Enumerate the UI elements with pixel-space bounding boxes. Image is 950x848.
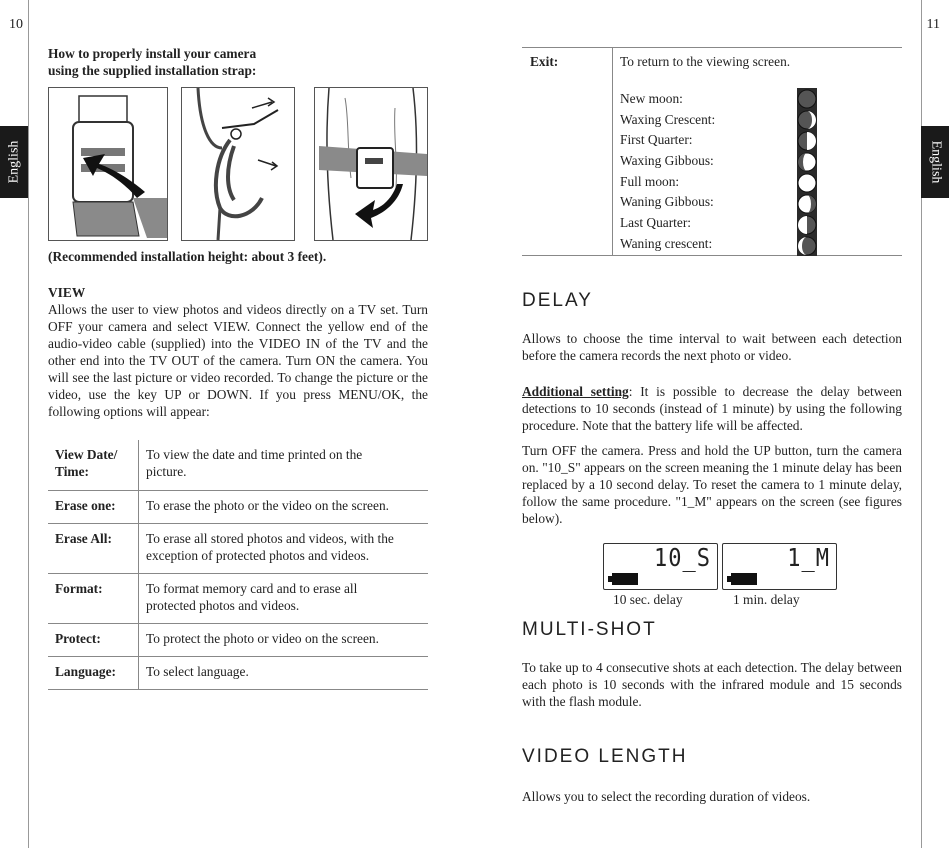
- view-options-table: [48, 440, 428, 690]
- delay-description: Allows to choose the time interval to wait between each detection before the camera records the next photo or video.: [522, 331, 902, 363]
- exit-description: To return to the viewing screen.: [620, 54, 791, 69]
- caption-1m: 1 min. delay: [733, 592, 800, 607]
- delay-procedure: Turn OFF the camera. Press and hold the UP button, turn the camera on. "10_S" appears on the screen meaning the 1 minute delay has been replaced by a 10 second delay. To reset the camera to 1 minute delay, follow the same procedure. "1_M" appears on the screen (see figures below).: [522, 443, 902, 526]
- table-row: [48, 623, 428, 656]
- battery-icon: [608, 573, 638, 585]
- page-number-right: 11: [926, 17, 940, 32]
- option-label: Format:: [48, 573, 139, 623]
- moon-phase-label: Waning Gibbous:: [620, 194, 714, 209]
- video-length-description: Allows you to select the recording duration of videos.: [522, 789, 811, 804]
- tree-strap-illustration: [314, 87, 428, 241]
- option-description: To select language.: [146, 663, 249, 679]
- additional-setting-label: Additional setting: [522, 384, 629, 399]
- exit-label: Exit:: [530, 54, 559, 69]
- exit-column-rule: [612, 47, 613, 256]
- lcd-display-1m: [722, 543, 837, 590]
- table-row: [48, 440, 428, 490]
- moon-phase-label: First Quarter:: [620, 132, 693, 147]
- left-margin-rule: [28, 0, 29, 848]
- lcd-display-10s: [603, 543, 718, 590]
- new-moon-icon: [798, 90, 816, 108]
- option-description: To view the date and time printed on the picture.: [146, 447, 363, 479]
- moon-phase-label: New moon:: [620, 91, 683, 106]
- video-length-heading: VIDEO LENGTH: [522, 746, 688, 767]
- strap-hook-illustration: [181, 87, 295, 241]
- waxing-crescent-icon: [798, 111, 816, 129]
- battery-icon: [727, 573, 757, 585]
- option-label: Protect:: [48, 623, 139, 656]
- multishot-heading: MULTI-SHOT: [522, 619, 657, 640]
- option-label: Erase one:: [48, 490, 139, 523]
- exit-top-rule: [522, 47, 902, 48]
- delay-heading: DELAY: [522, 290, 593, 311]
- option-label: View Date/ Time:: [48, 440, 139, 490]
- option-description: To erase the photo or the video on the screen.: [146, 497, 389, 513]
- moon-phase-label: Last Quarter:: [620, 215, 692, 230]
- table-row: [48, 573, 428, 623]
- waning-crescent-icon: [798, 237, 816, 255]
- page-number-left: 10: [9, 17, 23, 32]
- view-heading: VIEW: [48, 285, 86, 300]
- option-label: Language:: [48, 656, 139, 689]
- installation-height-note: (Recommended installation height: about 3 feet).: [48, 249, 327, 264]
- first-quarter-icon: [798, 132, 816, 150]
- option-description: To protect the photo or video on the screen.: [146, 630, 379, 646]
- option-description: To format memory card and to erase all protected photos and videos.: [146, 580, 358, 613]
- moon-phase-label: Full moon:: [620, 174, 680, 189]
- waning-gibbous-icon: [798, 195, 816, 213]
- table-row: [48, 656, 428, 689]
- moon-phase-label: Waxing Gibbous:: [620, 153, 714, 168]
- moon-phase-icons: [797, 88, 817, 256]
- option-label: Erase All:: [48, 523, 139, 573]
- side-tab-right: English: [921, 126, 949, 198]
- table-row: [48, 523, 428, 573]
- last-quarter-icon: [798, 216, 816, 234]
- strap-buckle-illustration: [48, 87, 168, 241]
- option-description: To erase all stored photos and videos, with the exception of protected photos and videos.: [146, 530, 394, 563]
- moon-phase-label: Waxing Crescent:: [620, 112, 716, 127]
- side-tab-left: English: [0, 126, 28, 198]
- moon-bottom-rule: [522, 255, 902, 256]
- caption-10s: 10 sec. delay: [613, 592, 683, 607]
- view-description: Allows the user to view photos and videos directly on a TV set. Turn OFF your camera and select VIEW. Connect the yellow end of the audio-video cable (supplied) into the VIDEO IN of the TV and the other end into the TV OUT of the camera. Turn ON the camera. You will see the last picture or video recorded. To change the picture or the video, use the key UP or DOWN. If you press MENU/OK, the following options will appear:: [48, 302, 428, 419]
- table-row: [48, 490, 428, 523]
- additional-setting-text: : It is possible to decrease the delay between detections to 10 seconds (instead of 1 minute) by using the following procedure. Note that the battery life will be affected.: [522, 384, 902, 433]
- lcd-digits: 10_S: [654, 544, 711, 573]
- waxing-gibbous-icon: [798, 153, 816, 171]
- full-moon-icon: [798, 174, 816, 192]
- lcd-digits: 1_M: [787, 544, 830, 573]
- multishot-description: To take up to 4 consecutive shots at each detection. The delay between each photo is 10 seconds with the infrared module and 15 seconds with the flash module.: [522, 660, 902, 709]
- moon-phase-label: Waning crescent:: [620, 236, 713, 251]
- delay-additional-setting: [522, 383, 902, 434]
- install-title: How to properly install your camera using the supplied installation strap:: [48, 46, 257, 78]
